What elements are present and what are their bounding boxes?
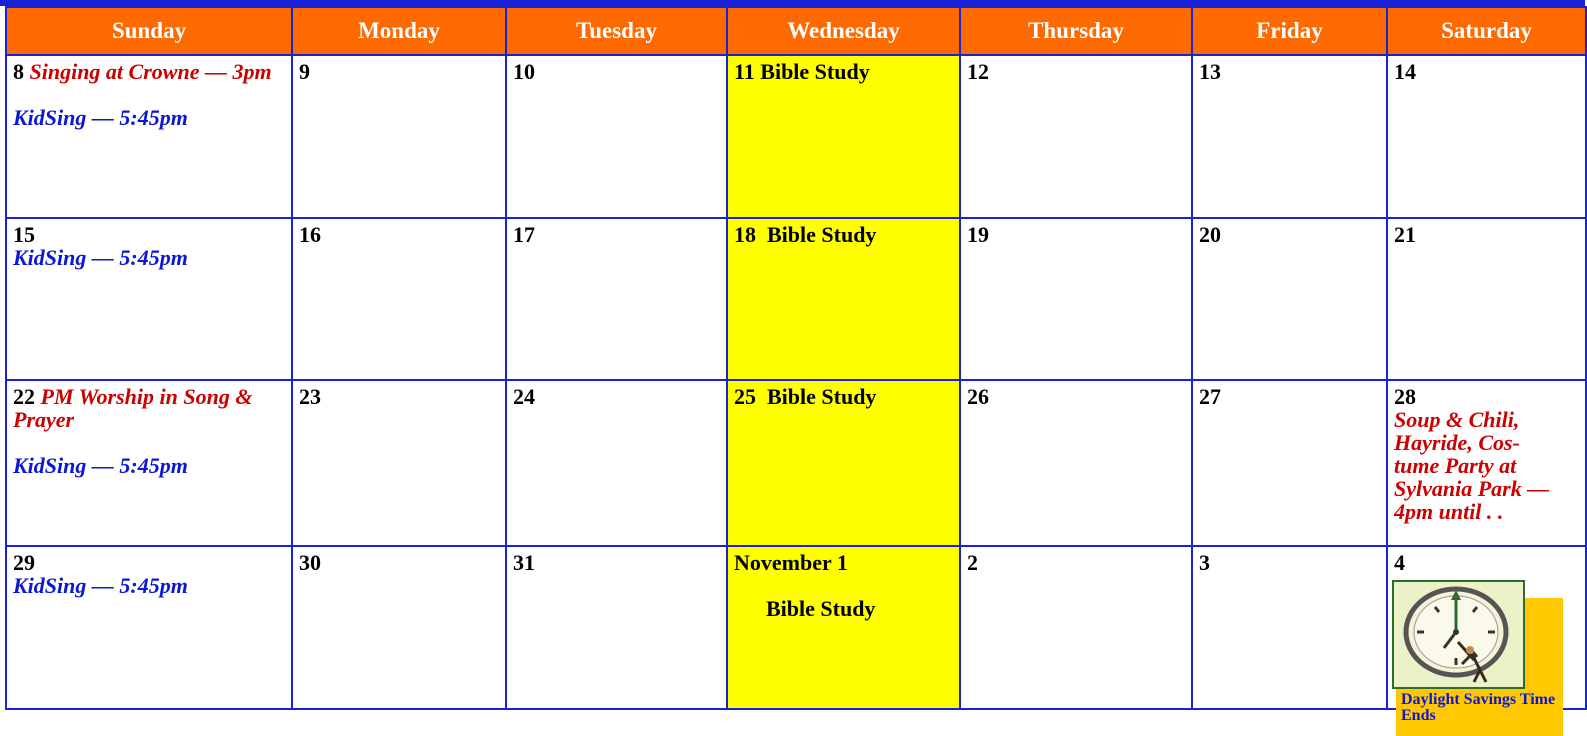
day-number: 31 <box>513 550 535 576</box>
event-text: 11 Bible Study <box>734 59 870 84</box>
event-text: Bible Study <box>766 596 876 622</box>
day-cell <box>1192 218 1387 381</box>
day-number: 14 <box>1394 59 1416 84</box>
event-text: PM Worship in Song & Prayer <box>13 384 253 433</box>
day-cell <box>292 546 506 709</box>
day-number: 19 <box>967 221 989 247</box>
day-cell <box>6 55 292 218</box>
event-text: KidSing — 5:45pm <box>13 453 188 479</box>
header-tuesday: Tuesday <box>506 7 727 55</box>
header-saturday: Saturday <box>1387 7 1586 55</box>
day-cell <box>506 380 727 546</box>
event-text: Singing at Crowne — 3pm <box>29 59 272 84</box>
daylight-savings-caption: Daylight Savings Time Ends <box>1401 691 1556 725</box>
day-number: 23 <box>299 384 321 410</box>
day-cell <box>292 55 506 218</box>
event-text: KidSing — 5:45pm <box>13 105 188 130</box>
day-cell <box>960 218 1192 381</box>
day-number: 10 <box>513 59 535 84</box>
week-row <box>6 218 1586 381</box>
day-number: 9 <box>299 59 310 84</box>
week-row <box>6 55 1586 218</box>
day-number: 17 <box>513 221 535 247</box>
weekday-header-row <box>6 7 1586 55</box>
day-cell <box>1192 55 1387 218</box>
day-cell <box>506 546 727 709</box>
day-number: 22 <box>13 384 35 410</box>
header-sunday: Sunday <box>6 7 292 55</box>
day-number: 24 <box>513 384 535 410</box>
week-row <box>6 546 1586 709</box>
header-thursday: Thursday <box>960 7 1192 55</box>
day-cell <box>6 380 292 546</box>
day-cell <box>1387 55 1586 218</box>
day-number: 26 <box>967 384 989 410</box>
day-cell <box>960 546 1192 709</box>
daylight-savings-clipart <box>1392 580 1567 736</box>
day-cell <box>6 546 292 709</box>
day-number: 15 <box>13 221 35 247</box>
day-number: 13 <box>1199 59 1221 84</box>
header-wednesday: Wednesday <box>727 7 960 55</box>
day-cell-wednesday <box>727 55 960 218</box>
day-cell <box>1192 546 1387 709</box>
day-number: 2 <box>967 550 978 576</box>
event-text: 18 Bible Study <box>734 221 877 247</box>
day-cell <box>1192 380 1387 546</box>
day-number: 4 <box>1394 550 1405 576</box>
day-number: 12 <box>967 59 989 84</box>
day-number: 21 <box>1394 221 1416 247</box>
day-number: 20 <box>1199 221 1221 247</box>
day-cell <box>1387 218 1586 381</box>
event-date: November 1 <box>734 550 848 576</box>
event-text: KidSing — 5:45pm <box>13 573 188 599</box>
event-text: 25 Bible Study <box>734 384 877 410</box>
event-text: Soup & Chili, Hayride, Cos-tume Party at Sylvania Park — 4pm until . . <box>1394 407 1550 525</box>
header-friday: Friday <box>1192 7 1387 55</box>
week-row <box>6 380 1586 546</box>
day-cell <box>960 380 1192 546</box>
day-number: 29 <box>13 550 35 576</box>
day-cell-wednesday <box>727 218 960 381</box>
day-cell <box>1387 380 1586 546</box>
event-text: KidSing — 5:45pm <box>13 244 188 270</box>
day-number: 3 <box>1199 550 1210 576</box>
clock-icon <box>1394 582 1523 687</box>
day-cell-wednesday <box>727 546 960 709</box>
header-monday: Monday <box>292 7 506 55</box>
day-number: 16 <box>299 221 321 247</box>
day-cell <box>292 218 506 381</box>
calendar-grid <box>5 6 1587 725</box>
day-cell <box>6 218 292 381</box>
day-cell <box>960 55 1192 218</box>
day-cell-wednesday <box>727 380 960 546</box>
day-number: 8 <box>13 59 24 84</box>
day-number: 27 <box>1199 384 1221 410</box>
day-cell <box>506 55 727 218</box>
day-cell <box>506 218 727 381</box>
day-number: 30 <box>299 550 321 576</box>
day-cell <box>292 380 506 546</box>
day-number: 28 <box>1394 384 1416 410</box>
day-cell <box>1387 546 1586 725</box>
